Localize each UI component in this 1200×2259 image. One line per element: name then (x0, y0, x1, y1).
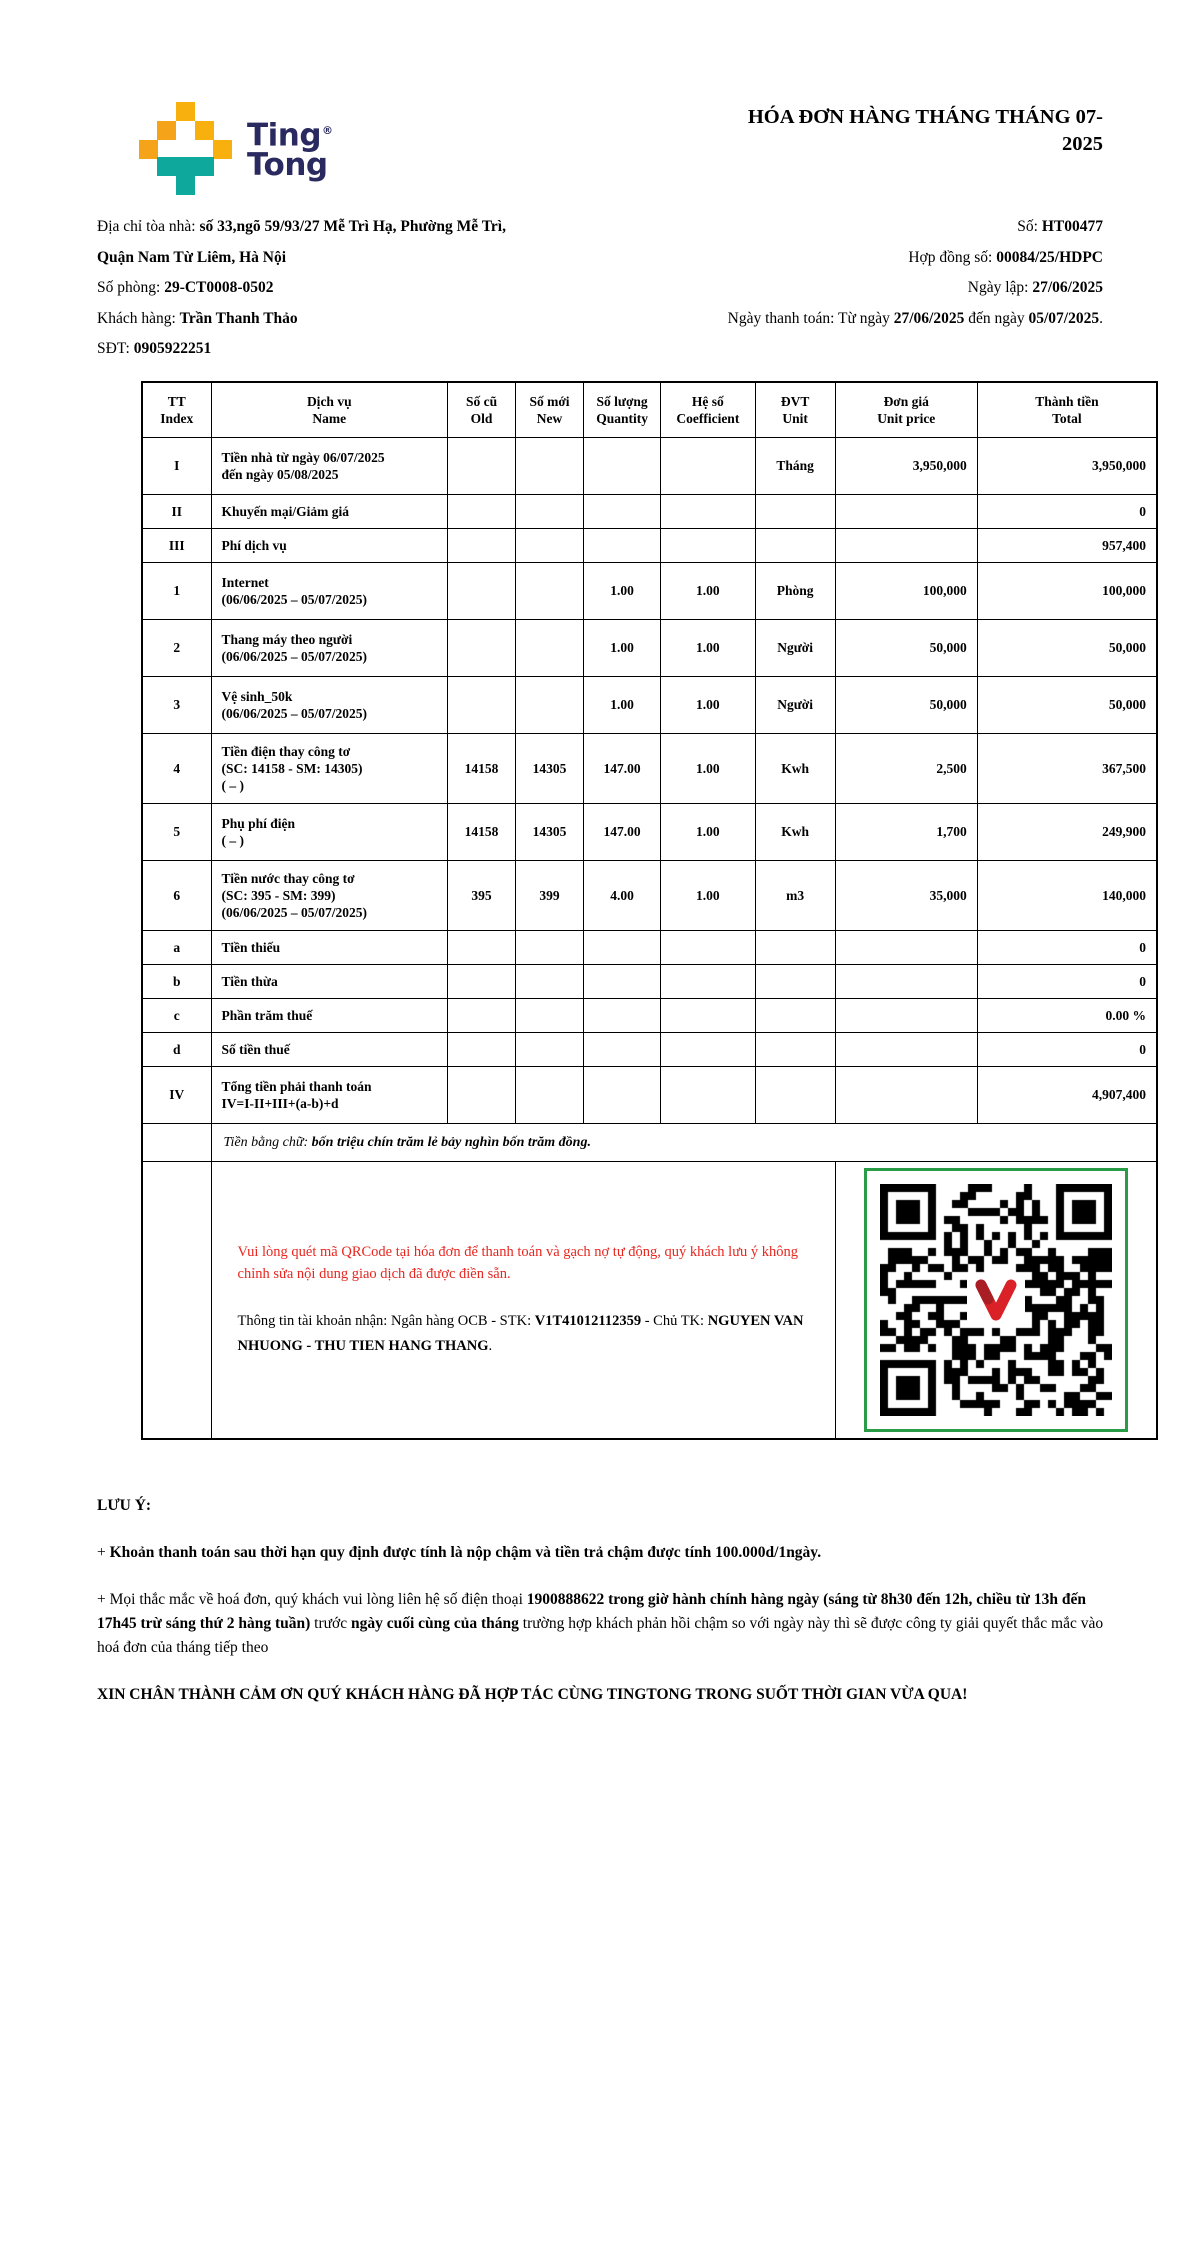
column-header: Đơn giá Unit price (835, 382, 977, 438)
logo-pixel (176, 102, 195, 121)
issue-date-label: Ngày lập: (967, 279, 1033, 296)
column-header: Thành tiền Total (977, 382, 1157, 438)
qr-warning-text: Vui lòng quét mã QRCode tại hóa đơn để thanh toán và gạch nợ tự động, quý khách lưu ý không chỉnh sửa nội dung giao dịch đã được điền sẵn. (237, 1243, 799, 1282)
cell-name: Thang máy theo người (06/06/2025 – 05/07/2025) (211, 619, 448, 676)
cell-total: 4,907,400 (977, 1066, 1157, 1123)
customer-phone (97, 334, 717, 365)
cell-qty (584, 494, 661, 528)
column-header: TT Index (142, 382, 211, 438)
cell-qty (584, 528, 661, 562)
cell-total: 367,500 (977, 733, 1157, 803)
logo-pixel (195, 121, 214, 140)
cell-total: 140,000 (977, 860, 1157, 930)
note2-hotline: 1900888622 trong giờ hành chính hàng ngày (sáng từ 8h30 đến 12h, chiều từ 13h đến 17h45 trừ sáng thứ 2 hàng tuần) (97, 1591, 1086, 1632)
table-row (142, 437, 1157, 494)
cell-price: 2,500 (835, 733, 977, 803)
invoice-table-header-row (142, 382, 1157, 438)
cell-qty: 1.00 (584, 619, 661, 676)
customer-name (97, 304, 717, 335)
cell-price: 35,000 (835, 860, 977, 930)
hotline-note (97, 1588, 1107, 1660)
cell-coeff: 1.00 (661, 803, 755, 860)
cell-total: 0 (977, 930, 1157, 964)
cell-unit (755, 528, 835, 562)
address-value-line2: Quận Nam Từ Liêm, Hà Nội (97, 248, 287, 266)
address-label: Địa chỉ tòa nhà: (97, 218, 200, 235)
contract-number (728, 243, 1103, 274)
cell-total: 0 (977, 494, 1157, 528)
room-label: Số phòng: (97, 279, 165, 296)
cell-coeff (661, 494, 755, 528)
cell-new (516, 528, 584, 562)
cell-name: Internet (06/06/2025 – 05/07/2025) (211, 562, 448, 619)
cell-qty: 1.00 (584, 562, 661, 619)
cell-name: Tiền nước thay công tơ (SC: 395 - SM: 399) (06/06/2025 – 05/07/2025) (211, 860, 448, 930)
cell-total: 249,900 (977, 803, 1157, 860)
cell-qty (584, 930, 661, 964)
cell-coeff: 1.00 (661, 619, 755, 676)
payment-label: Ngày thanh toán: Từ ngày (727, 309, 894, 327)
invoice-number-label: Số: (1017, 218, 1042, 235)
cell-total: 50,000 (977, 676, 1157, 733)
cell-unit: Người (755, 676, 835, 733)
cell-qty: 147.00 (584, 803, 661, 860)
cell-coeff (661, 1066, 755, 1123)
cell-tt: 1 (142, 562, 211, 619)
cell-tt: 4 (142, 733, 211, 803)
cell-new (516, 437, 584, 494)
cell-tt: 6 (142, 860, 211, 930)
note1-text: Khoản thanh toán sau thời hạn quy định được tính là nộp chậm và tiền trả chậm được tính 100.000d/1ngày. (109, 1544, 822, 1561)
cell-new (516, 998, 584, 1032)
cell-tt: a (142, 930, 211, 964)
payment-mid: đến ngày (964, 309, 1029, 327)
logo-pixel (213, 140, 232, 159)
cell-unit: Phòng (755, 562, 835, 619)
cell-coeff: 1.00 (661, 676, 755, 733)
cell-total: 100,000 (977, 562, 1157, 619)
cell-new (516, 964, 584, 998)
table-row (142, 803, 1157, 860)
table-row (142, 964, 1157, 998)
room-number (97, 273, 717, 304)
cell-unit: Kwh (755, 733, 835, 803)
cell-tt: 5 (142, 803, 211, 860)
invoice-details (728, 212, 1103, 365)
logo-pixel (157, 121, 176, 140)
issue-date-value: 27/06/2025 (1032, 279, 1103, 296)
cell-tt: I (142, 437, 211, 494)
cell-price (835, 998, 977, 1032)
footer-notes (97, 1494, 1107, 1707)
table-row (142, 676, 1157, 733)
cell-coeff (661, 437, 755, 494)
cell-price: 1,700 (835, 803, 977, 860)
cell-tt: IV (142, 1066, 211, 1123)
cell-old (448, 562, 516, 619)
payment-period (728, 304, 1103, 335)
invoice-number (728, 212, 1103, 243)
cell-total: 0 (977, 964, 1157, 998)
account-number: V1T41012112359 (534, 1312, 642, 1329)
cell-old (448, 998, 516, 1032)
cell-tt: 3 (142, 676, 211, 733)
account-label: Thông tin tài khoản nhận: Ngân hàng OCB - STK: (237, 1312, 535, 1329)
cell-total: 0.00 % (977, 998, 1157, 1032)
cell-price (835, 1066, 977, 1123)
logo-wordmark (247, 116, 333, 184)
issue-date (728, 273, 1103, 304)
table-row (142, 494, 1157, 528)
cell-total: 957,400 (977, 528, 1157, 562)
cell-qty: 147.00 (584, 733, 661, 803)
amount-in-words (211, 1123, 1157, 1161)
account-holder: NGUYEN VAN NHUONG - THU TIEN HANG THANG (237, 1312, 804, 1354)
cell-tt: b (142, 964, 211, 998)
cell-old (448, 930, 516, 964)
logo-text-top: Ting (247, 117, 322, 154)
cell-old (448, 494, 516, 528)
room-value: 29-CT0008-0502 (164, 279, 274, 296)
cell-unit (755, 964, 835, 998)
cell-total: 0 (977, 1032, 1157, 1066)
note2-seg5: trường hợp khách phản hồi chậm so với ngày này thì sẽ được công ty giải quyết thắc mắc vào hoá đơn của tháng tiếp theo (97, 1615, 1104, 1656)
cell-name: Vệ sinh_50k (06/06/2025 – 05/07/2025) (211, 676, 448, 733)
cell-coeff: 1.00 (661, 562, 755, 619)
empty-cell (142, 1161, 211, 1439)
note2-deadline: ngày cuối cùng của tháng (350, 1615, 519, 1632)
cell-old (448, 619, 516, 676)
cell-total: 3,950,000 (977, 437, 1157, 494)
table-row (142, 562, 1157, 619)
notes-heading: LƯU Ý: (97, 1497, 152, 1514)
empty-cell (142, 1123, 211, 1161)
cell-coeff (661, 998, 755, 1032)
phone-value: 0905922251 (133, 340, 212, 357)
cell-old: 14158 (448, 733, 516, 803)
cell-unit: m3 (755, 860, 835, 930)
invoice-number-value: HT00477 (1041, 218, 1103, 235)
cell-old: 14158 (448, 803, 516, 860)
header-bar (97, 100, 1103, 194)
cell-name: Tiền điện thay công tơ (SC: 14158 - SM: 14305) ( – ) (211, 733, 448, 803)
table-row (142, 733, 1157, 803)
thank-you-text: XIN CHÂN THÀNH CẢM ƠN QUÝ KHÁCH HÀNG ĐÃ HỢP TÁC CÙNG TINGTONG TRONG SUỐT THỜI GIAN VỪA QUA! (97, 1686, 968, 1703)
cell-coeff (661, 930, 755, 964)
cell-qty: 4.00 (584, 860, 661, 930)
qr-payment-row (142, 1161, 1157, 1439)
column-header: Số mới New (516, 382, 584, 438)
vietqr-v-icon (967, 1273, 1025, 1327)
cell-name: Số tiền thuế (211, 1032, 448, 1066)
logo-pixel (139, 140, 158, 159)
customer-info (97, 212, 717, 365)
cell-tt: II (142, 494, 211, 528)
cell-name: Tiền thiếu (211, 930, 448, 964)
cell-unit: Kwh (755, 803, 835, 860)
contract-value: 00084/25/HDPC (996, 248, 1103, 266)
cell-price: 50,000 (835, 619, 977, 676)
cell-new: 399 (516, 860, 584, 930)
cell-price (835, 1032, 977, 1066)
table-row (142, 998, 1157, 1032)
payment-to-date: 05/07/2025 (1028, 309, 1100, 327)
invoice-table-body (142, 437, 1157, 1123)
cell-name: Phí dịch vụ (211, 528, 448, 562)
invoice-title-line2: 2025 (1062, 133, 1103, 155)
cell-name: Tiền nhà từ ngày 06/07/2025 đến ngày 05/08/2025 (211, 437, 448, 494)
cell-old (448, 676, 516, 733)
cell-tt: d (142, 1032, 211, 1066)
cell-new (516, 619, 584, 676)
cell-name: Phần trăm thuế (211, 998, 448, 1032)
cell-total: 50,000 (977, 619, 1157, 676)
customer-label: Khách hàng: (97, 309, 180, 327)
cell-qty (584, 1032, 661, 1066)
column-header: Hệ số Coefficient (661, 382, 755, 438)
cell-coeff (661, 528, 755, 562)
cell-name: Phụ phí điện ( – ) (211, 803, 448, 860)
note2-seg1: + Mọi thắc mắc về hoá đơn, quý khách vui lòng liên hệ số điện thoại (97, 1591, 527, 1608)
cell-price: 100,000 (835, 562, 977, 619)
amount-in-words-value: bốn triệu chín trăm lẻ bảy nghìn bốn trăm đồng. (311, 1134, 591, 1150)
table-row (142, 930, 1157, 964)
amount-in-words-row (142, 1123, 1157, 1161)
cell-old: 395 (448, 860, 516, 930)
column-header: Số cũ Old (448, 382, 516, 438)
column-header: Số lượng Quantity (584, 382, 661, 438)
cell-new (516, 1066, 584, 1123)
cell-tt: 2 (142, 619, 211, 676)
table-row (142, 860, 1157, 930)
cell-price (835, 494, 977, 528)
cell-new: 14305 (516, 733, 584, 803)
cell-price: 3,950,000 (835, 437, 977, 494)
cell-qty: 1.00 (584, 676, 661, 733)
account-info (238, 1309, 809, 1359)
cell-unit (755, 998, 835, 1032)
account-end: . (488, 1337, 493, 1354)
cell-coeff: 1.00 (661, 860, 755, 930)
cell-old (448, 437, 516, 494)
cell-new: 14305 (516, 803, 584, 860)
cell-coeff (661, 964, 755, 998)
registered-mark: ® (322, 123, 333, 137)
cell-price (835, 930, 977, 964)
payment-instructions (211, 1161, 835, 1439)
column-header: Dịch vụ Name (211, 382, 448, 438)
cell-tt: c (142, 998, 211, 1032)
address-value-line1: số 33,ngõ 59/93/27 Mễ Trì Hạ, Phường Mễ Trì, (199, 218, 506, 235)
cell-new (516, 676, 584, 733)
table-row (142, 528, 1157, 562)
tingtong-logo (139, 102, 333, 194)
cell-new (516, 930, 584, 964)
cell-qty (584, 964, 661, 998)
cell-new (516, 562, 584, 619)
cell-new (516, 494, 584, 528)
cell-old (448, 528, 516, 562)
logo-text-bottom: Tong (247, 147, 328, 184)
cell-old (448, 964, 516, 998)
cell-price (835, 528, 977, 562)
cell-new (516, 1032, 584, 1066)
cell-unit: Người (755, 619, 835, 676)
cell-qty (584, 437, 661, 494)
cell-qty (584, 1066, 661, 1123)
contract-label: Hợp đồng số: (908, 248, 997, 266)
qr-code (864, 1168, 1128, 1432)
table-row (142, 1066, 1157, 1123)
late-payment-note (97, 1541, 1107, 1565)
invoice-meta (97, 212, 1103, 365)
cell-tt: III (142, 528, 211, 562)
cell-qty (584, 998, 661, 1032)
cell-old (448, 1032, 516, 1066)
column-header: ĐVT Unit (755, 382, 835, 438)
logo-pixel (176, 176, 195, 195)
amount-in-words-label: Tiền bằng chữ: (223, 1134, 312, 1150)
table-row (142, 1032, 1157, 1066)
cell-name: Tiền thừa (211, 964, 448, 998)
cell-unit (755, 494, 835, 528)
account-mid: - Chủ TK: (641, 1312, 708, 1329)
cell-old (448, 1066, 516, 1123)
cell-unit (755, 930, 835, 964)
qr-code-cell (835, 1161, 1157, 1439)
cell-coeff (661, 1032, 755, 1066)
invoice-title (663, 104, 1103, 158)
customer-value: Trần Thanh Thảo (179, 309, 298, 327)
payment-end: . (1099, 309, 1103, 327)
cell-unit (755, 1032, 835, 1066)
phone-label: SĐT: (97, 340, 134, 357)
tingtong-logo-icon (139, 102, 231, 194)
note2-seg3: trước (310, 1615, 351, 1632)
cell-name: Khuyến mại/Giảm giá (211, 494, 448, 528)
note1-prefix: + (97, 1544, 110, 1561)
logo-pixel (157, 157, 214, 176)
invoice-table (141, 381, 1158, 1441)
cell-price (835, 964, 977, 998)
invoice-title-line1: HÓA ĐƠN HÀNG THÁNG THÁNG 07- (747, 106, 1103, 128)
cell-name: Tổng tiền phải thanh toán IV=I-II+III+(a-b)+d (211, 1066, 448, 1123)
cell-coeff: 1.00 (661, 733, 755, 803)
payment-from-date: 27/06/2025 (893, 309, 965, 327)
table-row (142, 619, 1157, 676)
cell-price: 50,000 (835, 676, 977, 733)
cell-unit: Tháng (755, 437, 835, 494)
building-address (97, 212, 717, 273)
cell-unit (755, 1066, 835, 1123)
